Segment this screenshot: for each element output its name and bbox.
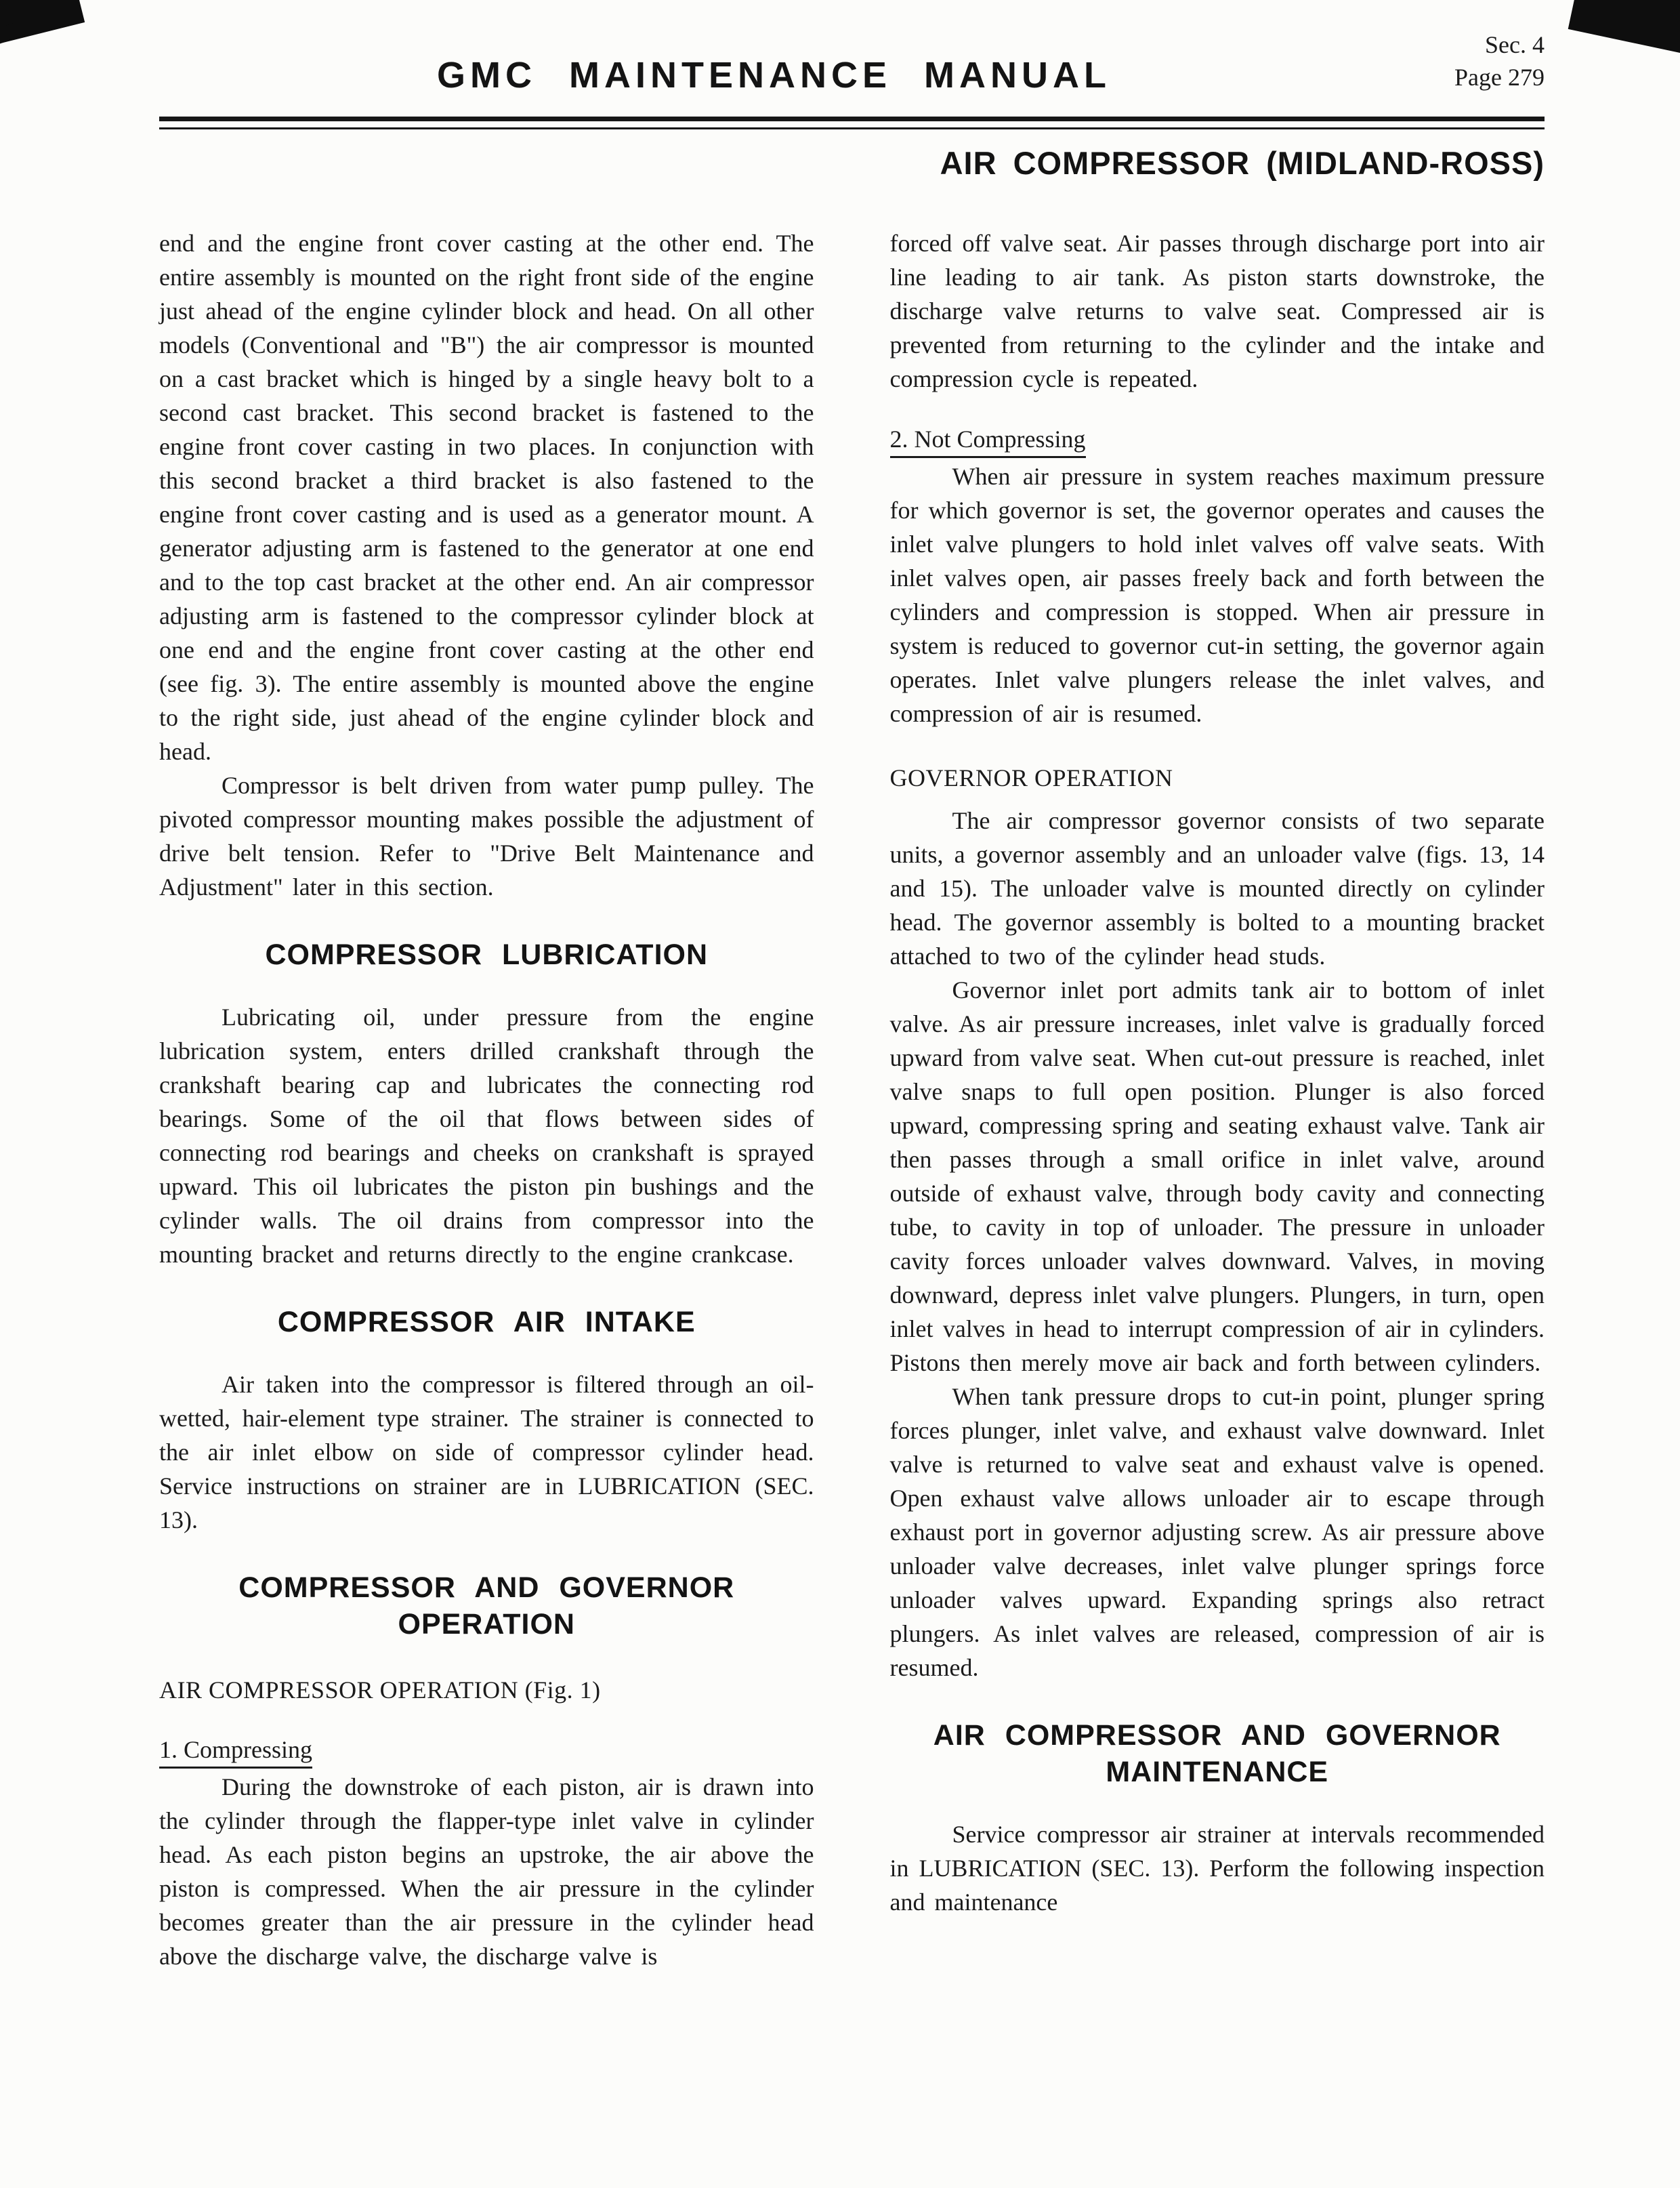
paragraph-not-compressing: When air pressure in system reaches maximum pressure for which governor is set, the governor operates and causes the inlet valve plungers to hold inlet valves off valve seats. With inlet valves open, air passes freely back and forth between the cylinders and compression is stopped. When air pressure in system is reduced to governor cut-in setting, the governor again operates. Inlet valve plungers release the inlet valves, and compression of air is resumed. <box>889 463 1545 727</box>
subheading-not-compressing: 2. Not Compressing <box>890 423 1545 455</box>
subheading-compressing: 1. Compressing <box>159 1733 814 1766</box>
chapter-title: AIR COMPRESSOR (MIDLAND-ROSS) <box>940 145 1545 181</box>
page-number: Page 279 <box>1454 64 1545 91</box>
left-column <box>159 226 814 1973</box>
right-column <box>890 226 1545 1973</box>
paragraph-governor-inlet: Governor inlet port admits tank air to bottom of inlet valve. As air pressure increases, inlet valve is gradually forced upward from valve seat. When cut-out pressure is reached, inlet valve snaps to full open position. Plunger is also forced upward, compressing spring and seating exhaust valve. Tank air then passes through a small orifice in inlet valve, around outside of exhaust valve, through body cavity and connecting tube, to cavity in top of unloader. The pressure in unloader cavity forces unloader valves downward. Valves, in moving downward, depress inlet valve plungers. Plungers, in turn, open inlet valves in head to interrupt compression of air in cylinders. Pistons then merely move air back and forth between cylinders. <box>889 976 1545 1376</box>
paragraph-belt-drive: Compressor is belt driven from water pump pulley. The pivoted compressor mounting makes possible the adjustment of drive belt tension. Refer to "Drive Belt Maintenance and Adjustment" later in this section. <box>159 772 814 901</box>
section-info <box>1454 28 1545 94</box>
paragraph-governor-cut-in: When tank pressure drops to cut-in point, plunger spring forces plunger, inlet valve, and exhaust valve downward. Inlet valve is returned to valve seat and exhaust valve is opened. Open exhaust valve allows unloader air to escape through exhaust port in governor adjusting screw. As air pressure above unloader valve decreases, inlet valve plunger springs force unloader valves upward. Expanding springs also retract plungers. As inlet valves are released, compression of air is resumed. <box>889 1383 1545 1681</box>
paragraph-mounting-continuation: end and the engine front cover casting at the other end. The entire assembly is mounted on the right front side of the engine just ahead of the engine cylinder block and head. On all other models (Conventional and "B") the air compressor is mounted on a cast bracket which is hinged by a single heavy bolt to a second cast bracket. This second bracket is fastened to the engine front cover casting in two places. In conjunction with this second bracket a third bracket is also fastened to the engine front cover casting and is used as a generator mount. A generator adjusting arm is fastened to the generator at one end and to the top cast bracket at the other end. An air compressor adjusting arm is fastened to the compressor cylinder block at one end and the engine front cover casting at the other end (see fig. 3). The entire assembly is mounted above the engine to the right side, just ahead of the engine cylinder block and head. <box>159 230 814 765</box>
subheading-governor-operation: GOVERNOR OPERATION <box>889 764 1173 791</box>
paragraph-maintenance: Service compressor air strainer at intervals recommended in LUBRICATION (SEC. 13). Perform the following inspection and maintenance <box>889 1821 1545 1916</box>
page-content <box>159 28 1545 1973</box>
heading-compressor-governor-operation: COMPRESSOR AND GOVERNOR OPERATION <box>238 1571 735 1640</box>
paragraph-lubrication: Lubricating oil, under pressure from the engine lubrication system, enters drilled crankshaft through the crankshaft bearing cap and lubricates the connecting rod bearings. Some of the oil that flows between sides of connecting rod bearings and cheeks on crankshaft is sprayed upward. This oil lubricates the piston pin bushings and the cylinder walls. The oil drains from compressor into the mounting bracket and returns directly to the engine crankcase. <box>159 1004 814 1268</box>
paragraph-governor-units: The air compressor governor consists of two separate units, a governor assembly and an unloader valve (figs. 13, 14 and 15). The unloader valve is mounted directly on cylinder head. The governor assembly is bolted to a mounting bracket attached to two of the cylinder head studs. <box>889 807 1545 970</box>
subheading-air-compressor-operation: AIR COMPRESSOR OPERATION (Fig. 1) <box>159 1676 601 1704</box>
paragraph-compressing-continued: forced off valve seat. Air passes through discharge port into air line leading to air tank. As piston starts downstroke, the discharge valve returns to valve seat. Compressed air is prevented from returning to the cylinder and the intake and compression cycle is repeated. <box>889 230 1545 392</box>
paragraph-air-intake: Air taken into the compressor is filtered through an oil-wetted, hair-element type strainer. The strainer is connected to the air inlet elbow on side of compressor cylinder head. Service instructions on strainer are in LUBRICATION (SEC. 13). <box>159 1371 814 1533</box>
manual-title: GMC MAINTENANCE MANUAL <box>437 55 1111 96</box>
heading-compressor-air-intake: COMPRESSOR AIR INTAKE <box>277 1306 696 1338</box>
header-rule-thin <box>159 127 1545 129</box>
heading-compressor-lubrication: COMPRESSOR LUBRICATION <box>265 938 709 971</box>
paragraph-compressing: During the downstroke of each piston, air is drawn into the cylinder through the flapper-type inlet valve in cylinder head. As each piston begins an upstroke, the air above the piston is compressed. When the air pressure in the cylinder becomes greater than the air pressure in the cylinder head above the discharge valve, the discharge valve is <box>159 1773 814 1970</box>
header-rule-thick <box>159 117 1545 121</box>
page-header <box>159 28 1545 117</box>
heading-air-compressor-governor-maintenance: AIR COMPRESSOR AND GOVERNOR MAINTENANCE <box>933 1719 1501 1788</box>
section-number: Sec. 4 <box>1485 31 1545 58</box>
two-column-body <box>159 226 1545 1973</box>
scan-artifact-top-right <box>1568 0 1680 57</box>
